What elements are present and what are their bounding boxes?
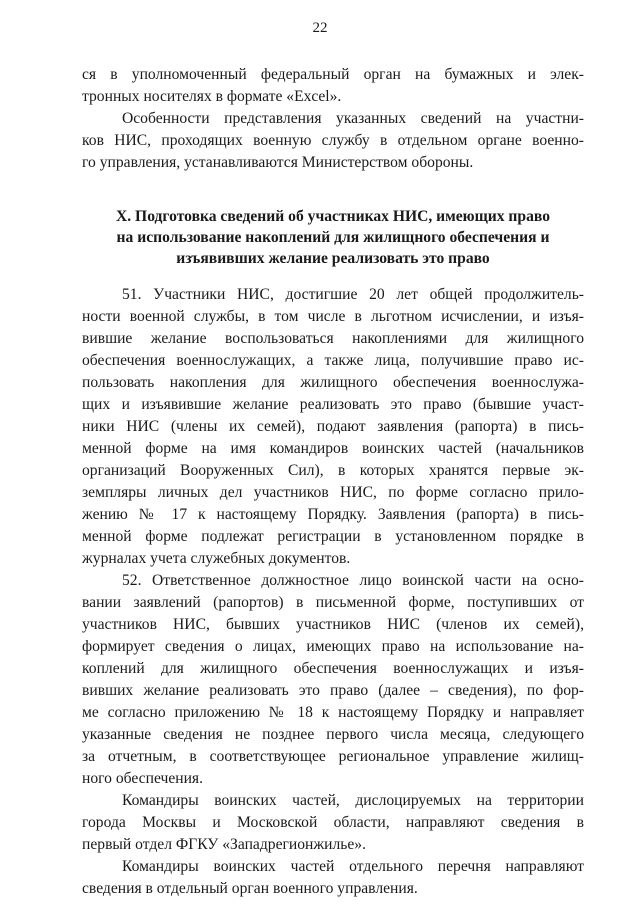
text-line: указанные сведения не позднее первого числа месяца, следующего bbox=[82, 726, 584, 743]
text-line: Командиры воинских частей, дислоцируемых на территории bbox=[122, 792, 584, 809]
text-line: менной форме на имя командиров воинских частей (начальников bbox=[82, 440, 584, 457]
text-line: тронных носителях в формате «Excel». bbox=[82, 88, 342, 105]
text-line: 52. Ответственное должностное лицо воинской части на осно- bbox=[122, 572, 584, 589]
text-line: менной форме подлежат регистрации в установленном порядке в bbox=[82, 528, 584, 545]
text-line: ники НИС (члены их семей), подают заявления (рапорта) в пись- bbox=[82, 418, 584, 435]
text-line: го управления, устанавливаются Министерством обороны. bbox=[82, 154, 474, 171]
text-line: ков НИС, проходящих военную службу в отдельном органе военно- bbox=[82, 132, 584, 149]
text-line: вании заявлений (рапортов) в письменной форме, поступивших от bbox=[82, 594, 584, 611]
heading-line: изъявивших желание реализовать это право bbox=[176, 250, 490, 267]
text-line: обеспечения военнослужащих, а также лица, получившие право ис- bbox=[82, 352, 584, 369]
text-line: ме согласно приложению № 18 к настоящему Порядку и направляет bbox=[82, 704, 584, 721]
text-line: вившие желание воспользоваться накоплениями для жилищного bbox=[82, 330, 584, 347]
separate-list-paragraph bbox=[82, 856, 584, 900]
text-line: вивших желание реализовать это право (далее – сведения), по фор- bbox=[82, 682, 584, 699]
text-line: организаций Вооруженных Сил), в которых хранятся первые эк- bbox=[82, 462, 584, 479]
text-line: города Москвы и Московской области, направляют сведения в bbox=[82, 814, 584, 831]
page-number: 22 bbox=[312, 20, 328, 36]
text-line: жению № 17 к настоящему Порядку. Заявления (рапорта) в пись- bbox=[82, 506, 584, 523]
text-line: коплений для жилищного обеспечения военнослужащих и изъя- bbox=[82, 660, 584, 677]
text-line: 51. Участники НИС, достигшие 20 лет общей продолжитель- bbox=[122, 286, 584, 303]
text-line: ного обеспечения. bbox=[82, 770, 204, 787]
heading-line: на использование накоплений для жилищного обеспечения и bbox=[116, 229, 550, 246]
section-heading bbox=[82, 206, 584, 269]
text-line: Особенности представления указанных сведений на участни- bbox=[122, 110, 584, 127]
paragraph-52 bbox=[82, 570, 584, 790]
text-line: пользовать накопления для жилищного обеспечения военнослужа- bbox=[82, 374, 584, 391]
heading-line: X. Подготовка сведений об участниках НИС, имеющих право bbox=[116, 208, 550, 225]
text-line: ся в уполномоченный федеральный орган на бумажных и элек- bbox=[82, 66, 584, 83]
text-line: Командиры воинских частей отдельного перечня направляют bbox=[122, 858, 584, 875]
moscow-paragraph bbox=[82, 790, 584, 856]
continuation-paragraph bbox=[82, 64, 584, 108]
text-line: формирует сведения о лицах, имеющих право на использование на- bbox=[82, 638, 584, 655]
text-line: земпляры личных дел участников НИС, по форме согласно прило- bbox=[82, 484, 584, 501]
text-line: первый отдел ФГКУ «Западрегионжилье». bbox=[82, 836, 366, 853]
text-line: сведения в отдельный орган военного управления. bbox=[82, 880, 418, 897]
text-line: журналах учета служебных документов. bbox=[82, 550, 351, 567]
ministry-paragraph bbox=[82, 108, 584, 174]
paragraph-51 bbox=[82, 284, 584, 570]
text-line: ности военной службы, в том числе в льготном исчислении, и изъя- bbox=[82, 308, 584, 325]
text-line: щих и изъявившие желание реализовать это право (бывшие участ- bbox=[82, 396, 584, 413]
text-line: за отчетным, в соответствующее региональное управление жилищ- bbox=[82, 748, 584, 765]
text-line: участников НИС, бывших участников НИС (членов их семей), bbox=[82, 616, 584, 633]
